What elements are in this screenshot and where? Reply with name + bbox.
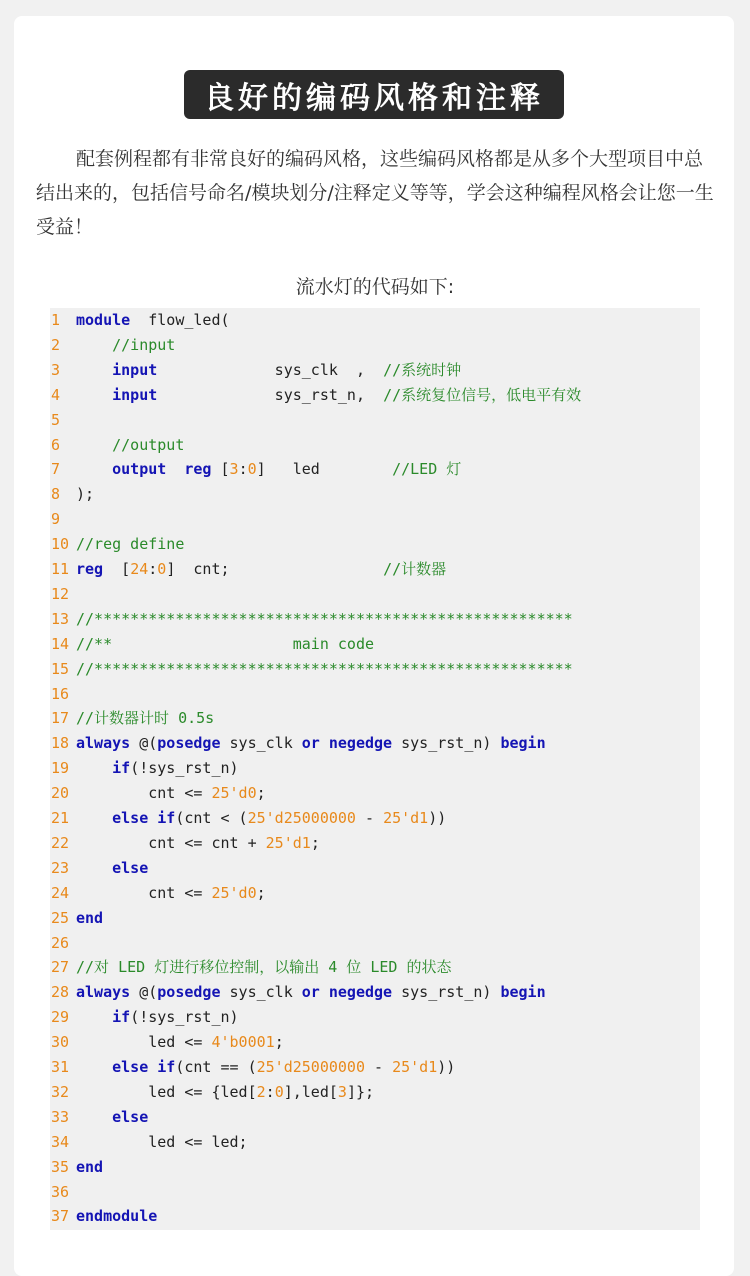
code-source [76,856,148,881]
code-text: ]}; [346,1082,375,1101]
code-source [76,831,320,856]
code-text [76,1008,112,1026]
code-comment: //** main code [76,634,375,653]
code-text [76,859,112,877]
code-line [50,682,700,707]
code-source [76,1155,103,1180]
line-number: 6 [51,435,61,454]
code-source [76,657,573,682]
code-source [76,906,103,931]
code-keyword: module [76,311,131,329]
code-line [50,1005,700,1030]
code-keyword: negedge [328,734,393,753]
code-text: (!sys_rst_n) [130,1008,239,1027]
code-keyword: else if [112,1058,176,1076]
code-text: ],led[ [283,1082,338,1101]
line-number: 17 [51,709,70,728]
code-text [320,983,329,1001]
code-keyword: end [76,908,104,927]
code-line [50,831,700,856]
code-number: 25'd1 [383,809,429,827]
section-title: 良好的编码风格和注释 [184,70,564,119]
code-line [50,731,700,756]
code-source [76,980,546,1005]
line-number: 14 [51,634,70,653]
code-text: - [365,1058,393,1076]
code-text: ; [256,784,266,803]
line-number: 25 [51,908,70,927]
code-line [50,557,700,582]
code-line [50,358,700,383]
code-source [76,1030,284,1055]
code-text: ] cnt; [166,560,384,578]
code-line [50,1080,700,1105]
code-number: 0 [274,1082,284,1101]
code-line [50,706,700,731]
code-line [50,856,700,881]
code-text [76,759,112,777]
code-source [76,955,451,980]
code-text: cnt <= [76,784,212,803]
code-comment: //计数器计时 0.5s [76,709,215,728]
code-line [50,582,700,607]
line-number: 12 [51,584,70,603]
code-keyword: end [76,1157,104,1176]
code-source [76,756,239,781]
code-comment: //LED 灯 [392,460,462,479]
code-text [76,809,112,827]
code-caption: 流水灯的代码如下: [295,276,455,298]
code-number: 25'd1 [392,1058,438,1076]
code-text: sys_clk [220,734,302,753]
code-text: led <= [76,1033,212,1052]
line-number: 16 [51,684,70,703]
code-text: sys_rst_n) [392,734,501,753]
code-source [76,806,446,831]
code-source [76,1080,374,1105]
code-source [76,1204,157,1229]
code-keyword: if [112,1008,131,1027]
code-text [76,1058,112,1076]
code-text: sys_rst_n) [392,983,501,1002]
code-text: led <= {led[ [76,1082,257,1101]
line-number: 32 [51,1082,70,1101]
code-source [76,781,266,806]
code-text: [ [103,560,131,578]
code-text: )) [437,1058,456,1076]
code-text [320,734,329,752]
code-comment: //***************************************************** [76,659,573,678]
code-line [50,457,700,482]
code-line [50,781,700,806]
line-number: 36 [51,1182,70,1201]
code-comment: //output [112,435,185,454]
code-text: ; [256,883,266,902]
code-number: 3 [337,1082,347,1101]
code-text [76,460,112,478]
code-text: ); [76,485,95,504]
code-line [50,806,700,831]
code-keyword: always [76,734,131,753]
line-number: 29 [51,1008,70,1027]
code-block [50,308,700,1230]
code-number: 24 [130,560,149,578]
code-source [76,1105,148,1130]
code-source [76,881,266,906]
line-number: 30 [51,1033,70,1052]
code-text [166,460,184,478]
code-text: sys_clk , [157,360,384,379]
code-line [50,433,700,458]
line-number: 20 [51,784,70,803]
code-line [50,1204,700,1229]
code-source [76,358,461,383]
code-source [76,333,175,358]
code-number: 0 [157,560,167,578]
code-keyword: begin [500,983,546,1002]
code-keyword: if [112,759,131,778]
line-number: 27 [51,958,70,977]
code-source [76,1005,239,1030]
code-keyword: input [112,385,158,404]
code-source [76,607,573,632]
line-number: 3 [51,360,61,379]
code-line [50,1180,700,1205]
code-line [50,756,700,781]
line-number: 34 [51,1132,70,1151]
code-keyword: else [112,858,149,877]
code-line [50,408,700,433]
code-number: 25'd25000000 [256,1058,365,1076]
line-number: 13 [51,609,70,628]
code-text: led <= led; [76,1132,248,1151]
code-keyword: or [301,734,320,753]
code-text: [ [211,460,230,479]
line-number: 9 [51,510,61,529]
code-line [50,1155,700,1180]
code-source [76,482,94,507]
code-text: : [148,560,158,578]
line-number: 28 [51,983,70,1002]
code-keyword: posedge [157,734,221,753]
code-source [76,632,374,657]
code-line [50,308,700,333]
code-keyword: begin [500,734,546,753]
code-text: (cnt == ( [175,1058,257,1076]
code-line [50,607,700,632]
code-text: @( [130,734,158,753]
code-line [50,1030,700,1055]
code-number: 3 [229,460,239,479]
line-number: 22 [51,833,70,852]
line-number: 21 [51,809,70,827]
code-text: flow_led( [130,311,230,329]
code-keyword: else [112,1107,149,1126]
code-number: 2 [256,1082,266,1101]
code-source [76,532,184,557]
code-source [76,457,461,482]
code-comment: //对 LED 灯进行移位控制，以输出 4 位 LED 的状态 [76,958,452,977]
code-text: ; [310,833,320,852]
code-line [50,632,700,657]
code-text [76,386,112,404]
code-number: 25'd0 [211,784,257,803]
line-number: 23 [51,858,70,877]
code-comment: //input [112,335,176,354]
code-keyword: endmodule [76,1207,158,1226]
code-keyword: posedge [157,983,221,1002]
code-comment: //系统时钟 [383,360,462,379]
code-keyword: output [112,460,167,479]
code-source [76,1055,455,1080]
code-line [50,1105,700,1130]
code-line [50,1130,700,1155]
line-number: 24 [51,883,70,902]
code-line [50,333,700,358]
code-line [50,482,700,507]
code-text: (cnt < ( [175,809,248,827]
code-text [76,361,112,379]
code-number: 25'd25000000 [247,809,356,827]
line-number: 5 [51,410,61,429]
code-keyword: or [301,983,320,1002]
code-line [50,931,700,956]
line-number: 31 [51,1058,70,1076]
line-number: 4 [51,385,61,404]
code-text: : [238,460,248,479]
code-text: sys_clk [220,983,302,1002]
code-comment: //reg define [76,535,185,554]
code-line [50,383,700,408]
code-keyword: negedge [328,983,393,1002]
code-line [50,955,700,980]
code-source [76,383,581,408]
code-text: sys_rst_n, [157,385,384,404]
code-number: 0 [247,460,257,479]
line-number: 18 [51,734,70,753]
code-keyword: always [76,983,131,1002]
code-number: 4'b0001 [211,1033,275,1052]
code-line [50,1055,700,1080]
code-number: 25'd1 [265,833,311,852]
line-number: 26 [51,933,70,952]
code-text [76,336,112,354]
code-comment: //计数器 [383,560,447,578]
code-line [50,980,700,1005]
code-source [76,706,214,731]
line-number: 19 [51,759,70,778]
code-source [76,1130,248,1155]
code-text: - [355,809,384,827]
code-text: cnt <= cnt + [76,833,266,852]
code-text: ; [274,1033,284,1052]
code-comment: //***************************************************** [76,609,573,628]
code-line [50,657,700,682]
line-number: 7 [51,460,61,479]
code-keyword: else if [112,809,176,827]
line-number: 11 [51,560,70,578]
code-text [76,436,112,454]
code-number: 25'd0 [211,883,257,902]
code-source [76,433,184,458]
code-text: : [265,1082,275,1101]
code-text: )) [428,809,447,827]
code-comment: //系统复位信号，低电平有效 [383,385,582,404]
code-text: ] led [256,460,393,479]
code-line [50,507,700,532]
line-number: 10 [51,535,70,554]
code-keyword: reg [76,560,104,578]
code-text [76,1108,112,1126]
code-line [50,906,700,931]
code-text: @( [130,983,158,1002]
intro-paragraph: 配套例程都有非常良好的编码风格，这些编码风格都是从多个大型项目中总结出来的，包括信号命名/模块划分/注释定义等等，学会这种编程风格会让您一生受益！ [36,148,714,238]
code-keyword: reg [184,460,212,479]
code-source [76,557,446,582]
line-number: 1 [51,311,61,329]
line-number: 35 [51,1157,70,1176]
code-text: cnt <= [76,883,212,902]
code-line [50,532,700,557]
line-number: 37 [51,1207,70,1226]
line-number: 15 [51,659,70,678]
line-number: 2 [51,335,61,354]
line-number: 33 [51,1107,70,1126]
code-line [50,881,700,906]
line-number: 8 [51,485,61,504]
code-keyword: input [112,360,158,379]
code-text: (!sys_rst_n) [130,759,239,778]
code-source [76,731,546,756]
code-source [76,308,230,333]
